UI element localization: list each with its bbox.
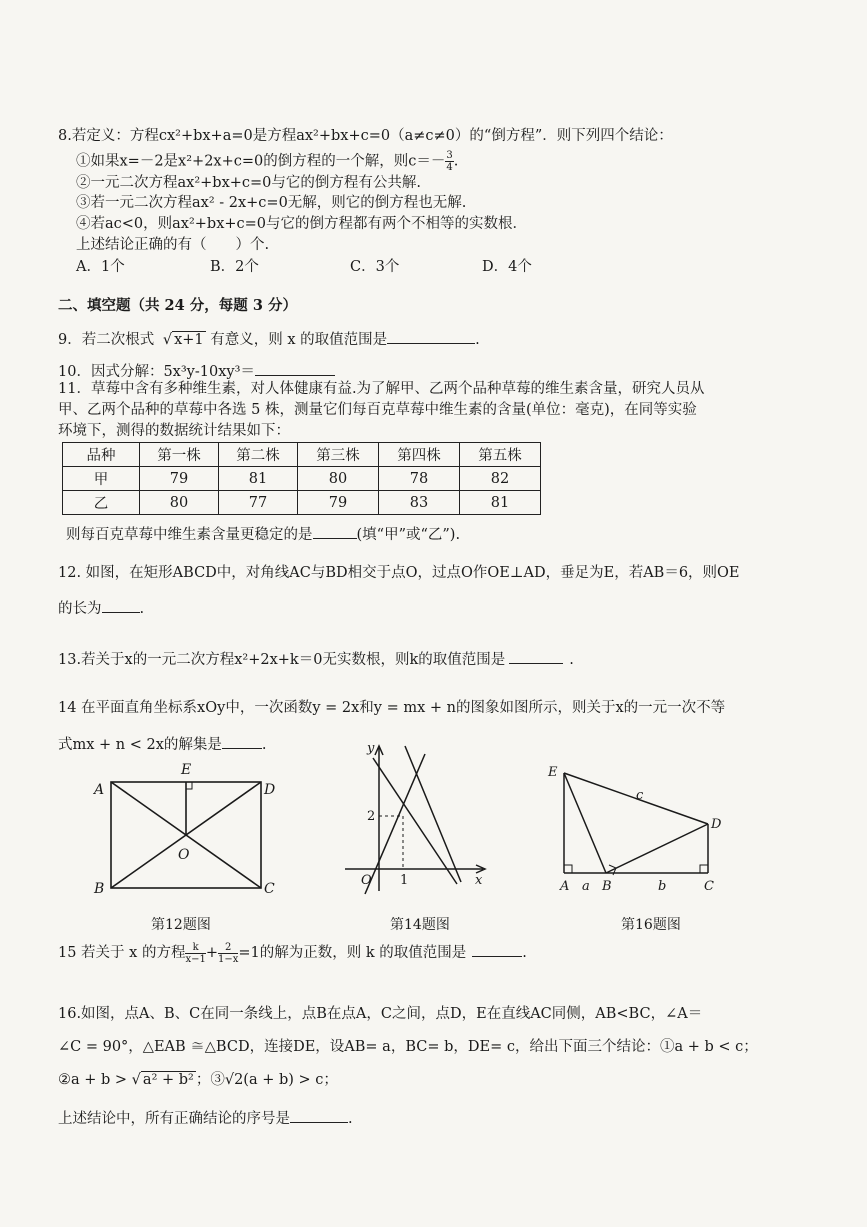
q15-text-b: =1的解为正数，则 k 的取值范围是 <box>238 945 467 961</box>
q15 <box>58 940 527 966</box>
q15-end: . <box>522 945 527 961</box>
fraction-denominator: x−1 <box>185 953 206 965</box>
fraction-numerator: k <box>185 942 205 954</box>
q16-l4-end: . <box>348 1111 353 1127</box>
table-header-cell: 第二株 <box>219 443 298 467</box>
q8-option-c: C．3个 <box>350 259 400 275</box>
q14-end: . <box>261 737 267 753</box>
q16-l4-text: 上述结论中，所有正确结论的序号是 <box>58 1111 290 1127</box>
label-b: B <box>602 879 612 894</box>
figure-14 <box>345 736 495 896</box>
right-angle-c <box>700 865 708 873</box>
fraction-numerator: 3 <box>446 150 453 161</box>
q9-text-b: 有意义，则 x 的取值范围是 <box>210 332 388 348</box>
fraction-denominator: 4 <box>446 162 453 173</box>
q8-statement-1 <box>76 150 458 173</box>
label-d: D <box>711 817 722 832</box>
q8-statement-2: ②一元二次方程ax²+bx+c=0与它的倒方程有公共解. <box>76 175 421 191</box>
q9-radicand: x+1 <box>174 332 204 348</box>
answer-blank[interactable] <box>222 733 262 749</box>
caption-fig16: 第16题图 <box>621 917 681 933</box>
right-angle-mark <box>186 782 192 789</box>
table-header-row <box>63 443 541 467</box>
table-header-cell: 第三株 <box>298 443 379 467</box>
figure-12 <box>88 756 288 904</box>
fraction-numerator: 2 <box>218 942 238 954</box>
caption-fig14: 第14题图 <box>390 917 450 933</box>
table-header-cell: 第四株 <box>379 443 460 467</box>
label-d: D <box>264 782 276 798</box>
vitamin-table <box>62 442 541 515</box>
section-title: 二、填空题（共 24 分，每题 3 分） <box>58 297 297 314</box>
q11-line-3: 环境下，测得的数据统计结果如下： <box>58 423 290 439</box>
q11-after-a: 则每百克草莓中维生素含量更稳定的是 <box>66 527 313 543</box>
answer-blank[interactable] <box>313 523 357 539</box>
q16-l3-text-b: ；③√2(a + b) > c； <box>195 1072 338 1088</box>
label-c: C <box>704 879 714 894</box>
label-origin: O <box>361 873 372 888</box>
label-c: C <box>264 881 275 897</box>
table-cell: 81 <box>460 491 541 515</box>
q8-stem: 8.若定义：方程cx²+bx+a=0是方程ax²+bx+c=0（a≠c≠0）的“倒方程”．则下列四个结论： <box>58 128 673 144</box>
label-1: 1 <box>400 873 409 888</box>
answer-blank[interactable] <box>387 328 475 344</box>
label-e: E <box>548 765 558 780</box>
right-angle-a <box>564 865 572 873</box>
q12-line-2 <box>58 597 144 619</box>
segment-eb <box>564 773 606 873</box>
label-b-side: b <box>658 879 667 894</box>
q9-text-a: 9．若二次根式 <box>58 332 155 348</box>
fraction <box>185 942 205 965</box>
q15-text-a: 15 若关于 x 的方程 <box>58 945 186 961</box>
answer-blank[interactable] <box>290 1107 348 1123</box>
table-cell: 79 <box>140 467 219 491</box>
q11-line-1: 11．草莓中含有多种维生素，对人体健康有益.为了解甲、乙两个品种草莓的维生素含量，研究人员从 <box>58 381 705 397</box>
table-cell: 79 <box>298 491 379 515</box>
q14-text: 式mx + n < 2x的解集是 <box>58 737 222 753</box>
q8-s1-end: . <box>453 153 459 170</box>
table-header-cell: 品种 <box>63 443 140 467</box>
segment-bd <box>606 824 708 873</box>
fraction-denominator: 1−x <box>218 953 239 965</box>
table-cell: 80 <box>140 491 219 515</box>
label-e: E <box>181 762 192 778</box>
plus-sign: + <box>205 945 219 961</box>
label-a: A <box>94 782 105 798</box>
q8-option-d: D．4个 <box>482 259 532 275</box>
table-cell: 80 <box>298 467 379 491</box>
table-cell: 甲 <box>63 467 140 491</box>
q11-line-2: 甲、乙两个品种的草莓中各选 5 株，测量它们每百克草莓中维生素的含量(单位：毫克)，在同等实验 <box>58 402 697 418</box>
table-cell: 83 <box>379 491 460 515</box>
table-cell: 77 <box>219 491 298 515</box>
q12-line-1: 12. 如图，在矩形ABCD中，对角线AC与BD相交于点O，过点O作OE⊥AD，垂足为E，若AB＝6，则OE <box>58 565 740 581</box>
q13-text: 13.若关于x的一元二次方程x²+2x+k＝0无实数根，则k的取值范围是 <box>58 652 506 668</box>
q9: 9．若二次根式 √ x+1 有意义，则 x 的取值范围是 . <box>58 328 480 350</box>
label-2: 2 <box>367 809 376 824</box>
q16-line-1: 16.如图，点A、B、C在同一条线上，点B在点A，C之间，点D，E在直线AC同侧，AB<BC，∠A＝ <box>58 1006 703 1022</box>
table-header-cell: 第一株 <box>140 443 219 467</box>
q8-option-b: B．2个 <box>210 259 259 275</box>
q16-line-4 <box>58 1107 353 1129</box>
q16-line-3: ②a + b > √ a² + b² ；③√2(a + b) > c； <box>58 1072 338 1088</box>
q16-l3-text-a: ②a + b > <box>58 1072 128 1088</box>
label-o: O <box>178 847 190 863</box>
answer-blank[interactable] <box>509 648 563 664</box>
q9-end: . <box>475 332 480 348</box>
q8-statement-4: ④若ac<0，则ax²+bx+c=0与它的倒方程都有两个不相等的实数根． <box>76 216 528 232</box>
q16-radicand: a² + b² <box>142 1072 194 1088</box>
q14-line-2 <box>58 733 267 755</box>
line-extra <box>405 746 461 882</box>
label-b: B <box>94 881 105 897</box>
q8-statement-3: ③若一元二次方程ax² - 2x+c=0无解，则它的倒方程也无解. <box>76 195 467 211</box>
caption-fig12: 第12题图 <box>151 917 211 933</box>
q13 <box>58 648 574 670</box>
q12-text: 的长为 <box>58 601 102 617</box>
figure-16 <box>540 756 730 904</box>
answer-blank[interactable] <box>255 360 335 376</box>
q11-answer-line <box>66 523 460 545</box>
q12-end: . <box>139 601 145 617</box>
table-header-cell: 第五株 <box>460 443 541 467</box>
q13-end: . <box>569 652 574 668</box>
table-row <box>63 491 541 515</box>
q14-line-1: 14 在平面直角坐标系xOy中，一次函数y = 2x和y = mx + n的图象如图所示，则关于x的一元一次不等 <box>58 700 726 716</box>
label-y: y <box>367 741 375 756</box>
table-cell: 乙 <box>63 491 140 515</box>
q8-ask: 上述结论正确的有（ ）个. <box>76 237 270 253</box>
fraction <box>445 150 453 173</box>
q11-after-b: (填“甲”或“乙”). <box>356 527 461 543</box>
line-y-2x <box>365 754 425 894</box>
table-cell: 78 <box>379 467 460 491</box>
label-c-side: c <box>636 788 644 803</box>
q16-line-2: ∠C = 90°，△EAB ≅△BCD，连接DE，设AB= a，BC= b，DE= c，给出下面三个结论：①a + b < c； <box>58 1039 758 1055</box>
label-a-side: a <box>582 879 590 894</box>
label-a: A <box>560 879 570 894</box>
fraction <box>218 942 238 965</box>
answer-blank[interactable] <box>472 941 522 957</box>
q8-option-a: A．1个 <box>76 259 125 275</box>
q8-s1-text: ①如果x=－2是x²+2x+c=0的倒方程的一个解，则c＝－ <box>76 153 446 170</box>
label-x: x <box>475 873 483 888</box>
answer-blank[interactable] <box>102 597 140 613</box>
table-cell: 82 <box>460 467 541 491</box>
table-row <box>63 467 541 491</box>
q10-text: 10．因式分解：5x³y-10xy³＝ <box>58 364 255 380</box>
table-cell: 81 <box>219 467 298 491</box>
